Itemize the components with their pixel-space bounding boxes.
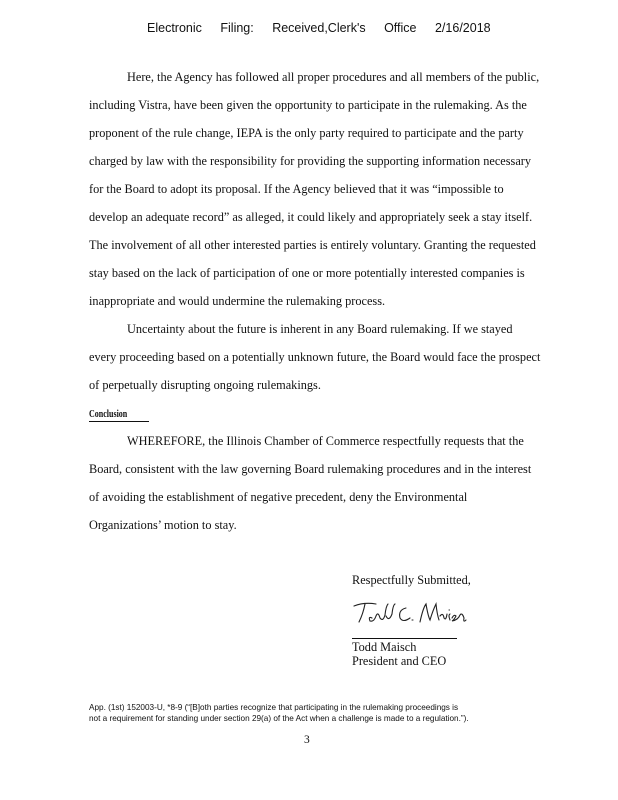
text-line: charged by law with the responsibility for providing the supporting information necessary [89, 154, 532, 168]
text-line: including Vistra, have been given the opportunity to participate in the rulemaking. As the [89, 98, 527, 112]
header-filing: Filing: [220, 21, 254, 35]
signature-block [352, 573, 471, 588]
text-line: Organizations’ motion to stay. [89, 518, 237, 532]
text-line: stay based on the lack of participation of one or more potentially interested companies is [89, 266, 525, 280]
text-line: develop an adequate record” as alleged, it could likely and appropriately seek a stay itself. [89, 210, 533, 224]
handwritten-signature [350, 596, 470, 630]
footnote-line: not a requirement for standing under section 29(a) of the Act when a challenge is made to a regulation.”). [89, 714, 469, 723]
signature-line [352, 638, 457, 639]
signer-info [352, 640, 446, 668]
page-number: 3 [304, 734, 310, 746]
text-line: The involvement of all other interested parties is entirely voluntary. Granting the requested [89, 238, 536, 252]
header-electronic: Electronic [147, 21, 202, 35]
conclusion-heading: Conclusion [89, 409, 128, 420]
header-date: 2/16/2018 [434, 21, 491, 35]
text-line: Uncertainty about the future is inherent in any Board rulemaking. If we stayed [127, 322, 513, 336]
text-line: proponent of the rule change, IEPA is the only party required to participate and the party [89, 126, 524, 140]
text-line: for the Board to adopt its proposal. If the Agency believed that it was “impossible to [89, 182, 504, 196]
header-office: Office [384, 21, 417, 35]
heading-underline [89, 421, 149, 422]
text-line: every proceeding based on a potentially unknown future, the Board would face the prospect [89, 350, 541, 364]
header-received-clerk: Received,Clerk's [272, 21, 366, 35]
efiling-header [147, 21, 505, 35]
text-line: of perpetually disrupting ongoing rulemakings. [89, 378, 321, 392]
text-line: Here, the Agency has followed all proper procedures and all members of the public, [127, 70, 540, 84]
footnote [89, 702, 469, 724]
closing-text: Respectfully Submitted, [352, 573, 471, 587]
text-line: Board, consistent with the law governing Board rulemaking procedures and in the interest [89, 462, 532, 476]
footnote-line: App. (1st) 152003-U, *8-9 (“[B]oth parties recognize that participating in the rulemaking proceedings is [89, 703, 459, 712]
text-line: WHEREFORE, the Illinois Chamber of Commerce respectfully requests that the [127, 434, 524, 448]
signer-name: Todd Maisch [352, 640, 417, 654]
text-line: of avoiding the establishment of negative precedent, deny the Environmental [89, 490, 468, 504]
text-line: inappropriate and would undermine the rulemaking process. [89, 294, 386, 308]
signer-title: President and CEO [352, 654, 447, 668]
